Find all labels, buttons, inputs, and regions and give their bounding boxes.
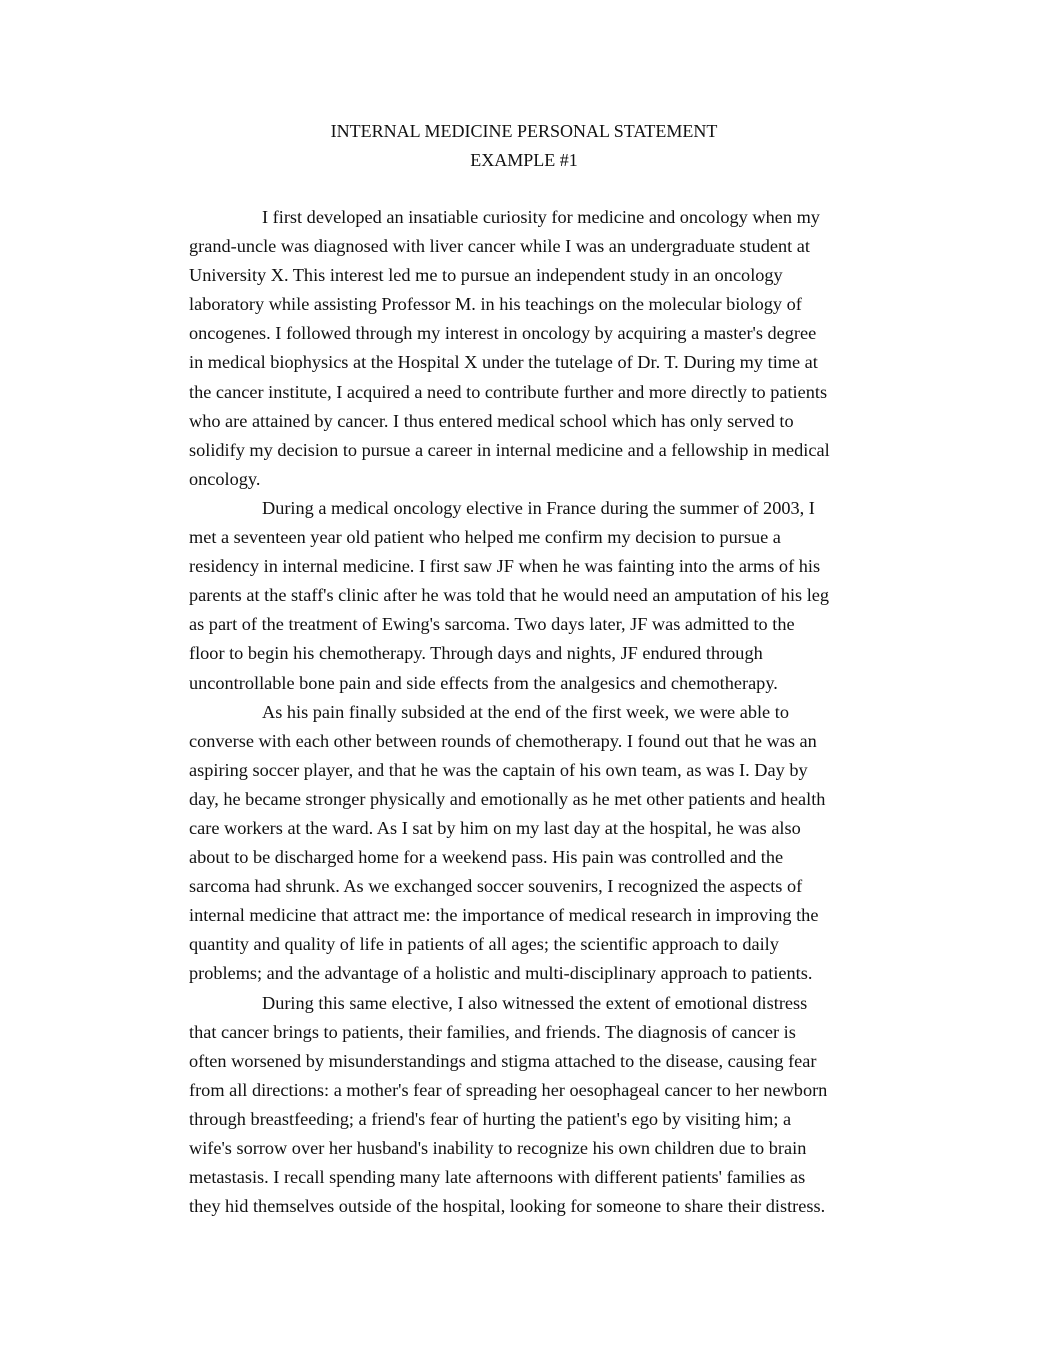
- paragraph-2-line: met a seventeen year old patient who helped me confirm my decision to pursue a: [189, 527, 781, 548]
- paragraph-1-line: who are attained by cancer. I thus entered medical school which has only served to: [189, 410, 794, 431]
- paragraph-3-line: day, he became stronger physically and emotionally as he met other patients and health: [189, 788, 826, 809]
- paragraph-4-line: During this same elective, I also witnessed the extent of emotional distress: [262, 992, 808, 1013]
- paragraph-1-line: laboratory while assisting Professor M. in his teachings on the molecular biology of: [189, 294, 802, 315]
- paragraph-2-line: as part of the treatment of Ewing's sarcoma. Two days later, JF was admitted to the: [189, 614, 795, 635]
- paragraph-1-line: in medical biophysics at the Hospital X under the tutelage of Dr. T. During my time at: [189, 352, 818, 373]
- paragraph-3-line: care workers at the ward. As I sat by him on my last day at the hospital, he was also: [189, 817, 801, 838]
- paragraph-3-line: aspiring soccer player, and that he was the captain of his own team, as was I. Day by: [189, 759, 808, 780]
- paragraph-4-line: that cancer brings to patients, their families, and friends. The diagnosis of cancer is: [189, 1021, 796, 1042]
- title-line-2: EXAMPLE #1: [470, 150, 578, 170]
- paragraph-2-line: floor to begin his chemotherapy. Through days and nights, JF endured through: [189, 643, 763, 664]
- paragraph-2-line: parents at the staff's clinic after he was told that he would need an amputation of his leg: [189, 585, 830, 606]
- paragraph-4-line: from all directions: a mother's fear of spreading her oesophageal cancer to her newborn: [189, 1079, 828, 1100]
- paragraph-3-line: problems; and the advantage of a holistic and multi-disciplinary approach to patients.: [189, 963, 813, 984]
- paragraph-2-line: residency in internal medicine. I first saw JF when he was fainting into the arms of his: [189, 556, 821, 577]
- paragraph-1-line: oncology.: [189, 468, 261, 489]
- paragraph-4-line: wife's sorrow over her husband's inability to recognize his own children due to brain: [189, 1138, 807, 1158]
- paragraph-3-line: sarcoma had shrunk. As we exchanged soccer souvenirs, I recognized the aspects of: [189, 876, 803, 897]
- paragraph-4-line: through breastfeeding; a friend's fear of hurting the patient's ego by visiting him; a: [189, 1108, 792, 1129]
- document-body: [189, 203, 869, 1221]
- paragraph-3-line: internal medicine that attract me: the importance of medical research in improving the: [189, 905, 819, 926]
- paragraph-1-line: the cancer institute, I acquired a need to contribute further and more directly to patients: [189, 381, 828, 402]
- paragraph-4-line: often worsened by misunderstandings and stigma attached to the disease, causing fear: [189, 1050, 817, 1071]
- paragraph-3-line: As his pain finally subsided at the end of the first week, we were able to: [262, 701, 789, 722]
- paragraph-4-line: metastasis. I recall spending many late afternoons with different patients' families as: [189, 1167, 806, 1188]
- paragraph-1-line: solidify my decision to pursue a career in internal medicine and a fellowship in medical: [189, 439, 830, 460]
- paragraph-3-line: about to be discharged home for a weekend pass. His pain was controlled and the: [189, 847, 784, 868]
- paragraph-3-line: converse with each other between rounds of chemotherapy. I found out that he was an: [189, 730, 817, 751]
- document-title: [0, 117, 1048, 175]
- paragraph-4-line: they hid themselves outside of the hospital, looking for someone to share their distress.: [189, 1196, 826, 1217]
- paragraph-2-line: uncontrollable bone pain and side effects from the analgesics and chemotherapy.: [189, 672, 778, 693]
- paragraph-1-line: I first developed an insatiable curiosity for medicine and oncology when my: [262, 207, 820, 227]
- paragraph-1-line: grand-uncle was diagnosed with liver cancer while I was an undergraduate student at: [189, 236, 810, 257]
- paragraph-3-line: quantity and quality of life in patients of all ages; the scientific approach to daily: [189, 934, 779, 955]
- paragraph-2-line: During a medical oncology elective in France during the summer of 2003, I: [262, 497, 815, 518]
- paragraph-1-line: oncogenes. I followed through my interest in oncology by acquiring a master's degree: [189, 323, 817, 344]
- paragraph-1-line: University X. This interest led me to pursue an independent study in an oncology: [189, 265, 783, 286]
- title-line-1: INTERNAL MEDICINE PERSONAL STATEMENT: [330, 121, 718, 141]
